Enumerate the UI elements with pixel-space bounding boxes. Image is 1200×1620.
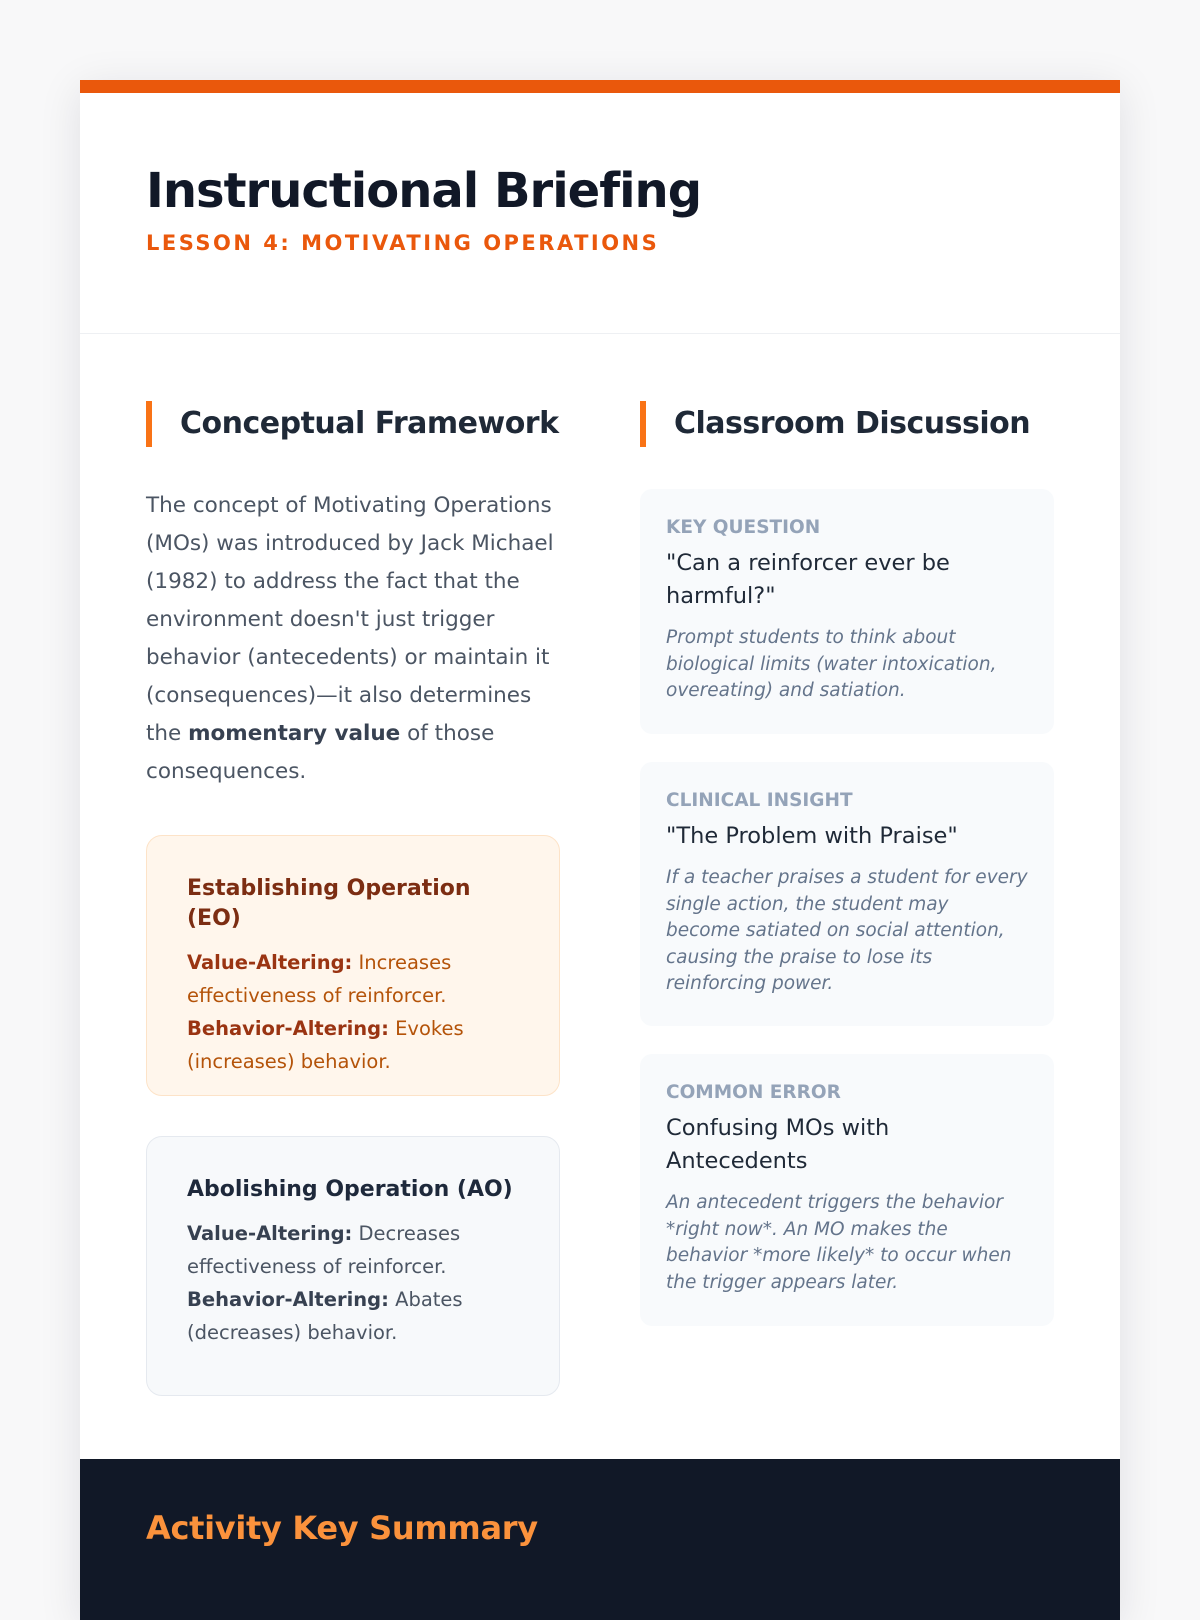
eo-value-line	[187, 946, 519, 1012]
intro-text-end: of those consequences.	[146, 721, 495, 784]
eo-behavior-label: Behavior-Altering:	[187, 1017, 389, 1040]
framework-column	[146, 401, 560, 1396]
discussion-heading: Classroom Discussion	[640, 401, 1054, 447]
footer	[80, 1459, 1120, 1620]
content	[80, 334, 1120, 1458]
card-title: "Can a reinforcer ever be harmful?"	[666, 550, 950, 609]
intro-text: The concept of Motivating Operations (MOs) was introduced by Jack Michael (1982) to address the fact that the environment doesn't just trigger behavior (antecedents) or maintain it (consequences)—it also determines the	[146, 493, 554, 746]
card-label: COMMON ERROR	[666, 1082, 841, 1103]
briefing-card	[80, 80, 1120, 1620]
eo-value-label: Value-Altering:	[187, 951, 353, 974]
footer-title: Activity Key Summary	[146, 1509, 538, 1547]
ao-behavior-text: Abates (decreases) behavior.	[187, 1288, 463, 1344]
framework-intro	[146, 487, 560, 791]
ao-box	[146, 1136, 560, 1396]
intro-emphasis: momentary value	[188, 721, 401, 746]
eo-behavior-line	[187, 1012, 519, 1078]
framework-heading: Conceptual Framework	[146, 401, 560, 447]
card-label: CLINICAL INSIGHT	[666, 790, 853, 811]
card-label: KEY QUESTION	[666, 517, 821, 538]
card-title: Confusing MOs with Antecedents	[666, 1115, 890, 1174]
ao-value-text: Decreases effectiveness of reinforcer.	[187, 1222, 461, 1278]
discussion-card-clinical-insight	[640, 762, 1054, 1026]
card-text: Prompt students to think about biological limits (water intoxication, overeating) and satiation.	[666, 627, 997, 701]
discussion-column	[640, 401, 1054, 1326]
page-title: Instructional Briefing	[146, 163, 702, 219]
card-text: If a teacher praises a student for every single action, the student may become satiated on social attention, causing the praise to lose its reinforcing power.	[666, 867, 1028, 994]
eo-behavior-text: Evokes (increases) behavior.	[187, 1017, 464, 1073]
discussion-card-key-question	[640, 489, 1054, 734]
ao-behavior-line	[187, 1283, 519, 1349]
lesson-subtitle: LESSON 4: MOTIVATING OPERATIONS	[146, 231, 660, 255]
header	[80, 93, 1120, 334]
ao-title: Abolishing Operation (AO)	[187, 1177, 513, 1202]
ao-value-line	[187, 1217, 519, 1283]
eo-box	[146, 835, 560, 1096]
discussion-card-common-error	[640, 1054, 1054, 1326]
card-title: "The Problem with Praise"	[666, 823, 958, 849]
eo-value-text: Increases effectiveness of reinforcer.	[187, 951, 452, 1007]
ao-behavior-label: Behavior-Altering:	[187, 1288, 389, 1311]
eo-title: Establishing Operation (EO)	[187, 876, 471, 931]
card-text: An antecedent triggers the behavior *right now*. An MO makes the behavior *more likely* to occur when the trigger appears later.	[666, 1192, 1012, 1293]
accent-bar	[80, 80, 1120, 93]
ao-value-label: Value-Altering:	[187, 1222, 353, 1245]
